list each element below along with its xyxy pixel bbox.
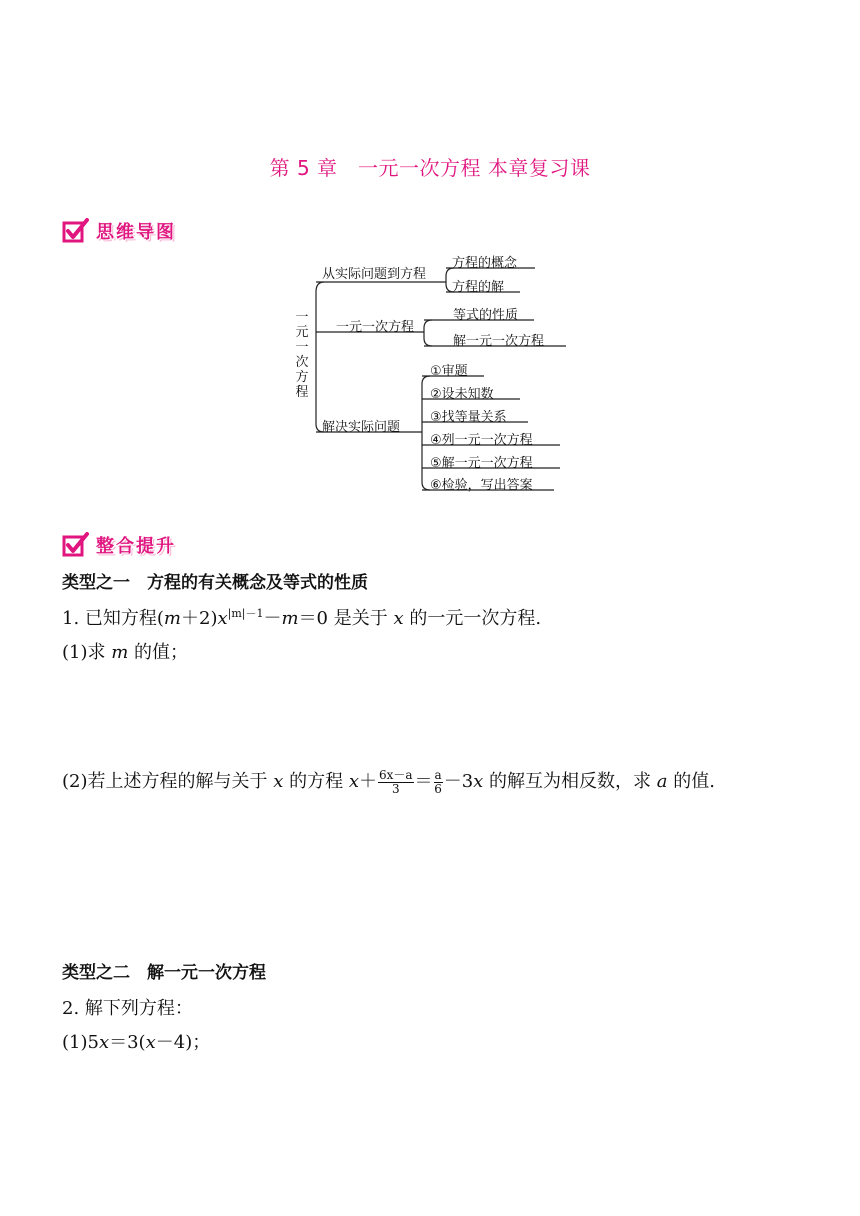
mind-map-root: 一 元 一 次 方 程 — [295, 310, 309, 400]
leaf-label: ⑥检验，写出答案 — [430, 478, 533, 493]
fraction: $\frac{6x-a}{3}$ — [378, 767, 413, 796]
leaf-label: ②设未知数 — [430, 387, 494, 402]
question-2-part-1: (1)5x＝3(x－4)； — [62, 1032, 211, 1053]
type2-heading: 类型之二 解一元一次方程 — [62, 963, 266, 983]
checkbox-icon — [62, 531, 90, 559]
mind-map — [0, 0, 860, 520]
question-1-part-2: (2)若上述方程的解与关于 x 的方程 x＋ $\frac{6x-a}{3}$ ＝ $\frac{a}{6}$ －3x 的解互为相反数，求 a 的值. — [62, 767, 715, 796]
question-1: 1. 已知方程$(m+2)x^{|m|-1}-m=0$ 是关于 x 的一元一次方程. — [62, 607, 542, 629]
branch-label: 一元一次方程 — [336, 320, 415, 335]
integrate-section-header — [62, 530, 176, 560]
leaf-label: ⑤解一元一次方程 — [430, 456, 533, 471]
fraction: $\frac{a}{6}$ — [434, 767, 442, 796]
leaf-label: ①审题 — [430, 364, 468, 379]
leaf-label: ④列一元一次方程 — [430, 433, 533, 448]
section-label: 思维导图 — [96, 222, 176, 243]
question-1-part-1: (1)求 m 的值； — [62, 642, 189, 663]
question-2: 2. 解下列方程： — [62, 998, 193, 1019]
branch-label: 解决实际问题 — [322, 420, 401, 435]
page-title: 第 5 章 一元一次方程 本章复习课 — [269, 156, 591, 180]
leaf-label: 解一元一次方程 — [453, 334, 545, 349]
type1-heading: 类型之一 方程的有关概念及等式的性质 — [62, 573, 368, 593]
section-label: 整合提升 — [96, 536, 176, 557]
leaf-label: 方程的概念 — [452, 256, 518, 271]
leaf-label: 方程的解 — [452, 280, 505, 295]
branch-label: 从实际问题到方程 — [322, 267, 427, 282]
leaf-label: ③找等量关系 — [430, 410, 507, 425]
leaf-label: 等式的性质 — [453, 308, 519, 323]
